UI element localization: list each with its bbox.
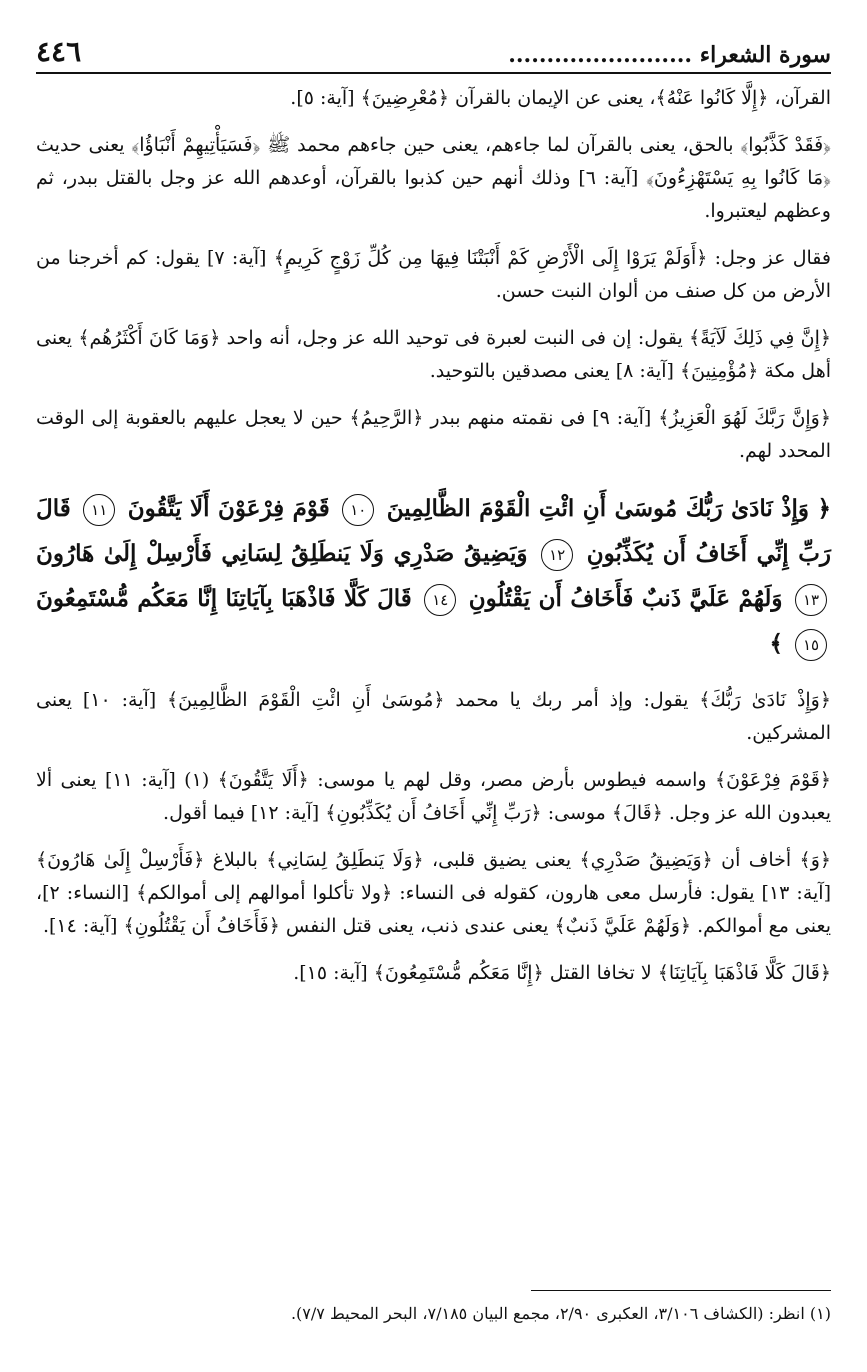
verse-number-marker: ١٠ [342,494,374,526]
verse-text: وَإِذْ نَادَىٰ رَبُّكَ مُوسَىٰ أَنِ ائْتِ الْقَوْمَ الظَّالِمِينَ [386,495,809,522]
verse-text: وَيَضِيقُ صَدْرِي وَلَا يَنطَلِقُ لِسَانِي فَأَرْسِلْ إِلَىٰ هَارُونَ [36,540,528,567]
verse-number-marker: ١٣ [795,584,827,616]
verse-number-marker: ١٤ [424,584,456,616]
page-number: ٤٤٦ [36,35,82,68]
verse-number-marker: ١٥ [795,629,827,661]
paragraph-8: ﴿وَ﴾ أخاف أن ﴿وَيَضِيقُ صَدْرِي﴾ يعنى يضيق قلبى، ﴿وَلَا يَنطَلِقُ لِسَانِي﴾ بالبلاغ ﴿فَأَرْسِلْ إِلَىٰ هَارُونَ﴾ [آية: ١٣] يقول: فأرسل معى هارون، كقوله فى النساء: ﴿ولا تأكلوا أموالهم إلى أموالكم﴾ [النساء: ٢]، يعنى مع أموالكم. ﴿وَلَهُمْ عَلَيَّ ذَنبٌ﴾ يعنى عندى ذنب، يعنى قتل النفس ﴿فَأَخَافُ أَن يَقْتُلُونِ﴾ [آية: ١٤]. [36,849,832,937]
page-header [36,30,831,74]
quran-verses-block [36,486,831,666]
ornate-bracket-close: ﴾ [769,630,783,657]
paragraph-3: فقال عز وجل: ﴿أَوَلَمْ يَرَوْا إِلَى الْأَرْضِ كَمْ أَنْبَتْنَا فِيهَا مِن كُلِّ زَوْجٍ كَرِيمٍ﴾ [آية: ٧] يقول: كم أخرجنا من الأرض من كل صنف من ألوان النبت حسن. [36,247,831,302]
page-body [36,82,831,1004]
paragraph-7: ﴿قَوْمَ فِرْعَوْنَ﴾ واسمه فيطوس بأرض مصر، وقل لهم يا موسى: ﴿أَلَا يَتَّقُونَ﴾ (١) [آية: ١١] يعنى ألا يعبدون الله عز وجل. ﴿قَالَ﴾ موسى: ﴿رَبِّ إِنِّي أَخَافُ أَن يُكَذِّبُونِ﴾ [آية: ١٢] فيما أقول. [36,769,831,824]
verse-number-marker: ١٢ [541,539,573,571]
paragraph-1: القرآن، ﴿إِلَّا كَانُوا عَنْهُ﴾، يعنى عن الإيمان بالقرآن ﴿مُعْرِضِينَ﴾ [آية: ٥]. [290,87,831,109]
verse-number-marker: ١١ [83,494,115,526]
verse-text: وَلَهُمْ عَلَيَّ ذَنبٌ فَأَخَافُ أَن يَقْتُلُونِ [468,585,783,612]
verse-text: قَالَ رَبِّ إِنِّي أَخَافُ أَن يُكَذِّبُونِ [36,495,831,567]
running-title [508,42,831,68]
footnote-divider [531,1290,831,1291]
leader-dots: ........................ [508,42,693,68]
verse-text: قَالَ كَلَّا فَاذْهَبَا بِآيَاتِنَا إِنَّا مَعَكُم مُّسْتَمِعُونَ [36,585,412,612]
footnote: (١) انظر: (الكشاف ٣/١٠٦، العكبرى ٢/٩٠، مجمع البيان ٧/١٨٥، البحر المحيط ٧/٧). [290,1304,831,1323]
paragraph-9: ﴿قَالَ كَلَّا فَاذْهَبَا بِآيَاتِنَا﴾ لا تخافا القتل ﴿إِنَّا مَعَكُم مُّسْتَمِعُونَ﴾ [آية: ١٥]. [293,962,831,984]
paragraph-2: ﴿فَقَدْ كَذَّبُوا﴾ بالحق، يعنى بالقرآن لما جاءهم، يعنى حين جاءهم محمد ﷺ ﴿فَسَيَأْتِيهِمْ أَنْبَاؤُا﴾ يعنى حديث ﴿مَا كَانُوا بِهِ يَسْتَهْزِءُونَ﴾ [آية: ٦] وذلك أنهم حين كذبوا بالقرآن، أوعدهم الله عز وجل بالقتل ببدر، ثم وعظهم ليعتبروا. [36,134,831,222]
paragraph-6: ﴿وَإِذْ نَادَىٰ رَبُّكَ﴾ يقول: وإذ أمر ربك يا محمد ﴿مُوسَىٰ أَنِ ائْتِ الْقَوْمَ الظَّالِمِينَ﴾ [آية: ١٠] يعنى المشركين. [36,689,831,744]
verse-text: قَوْمَ فِرْعَوْنَ أَلَا يَتَّقُونَ [127,495,330,522]
ornate-bracket-open: ﴿ [817,495,831,522]
sura-name: سورة الشعراء [699,42,831,68]
paragraph-4: ﴿إِنَّ فِي ذَلِكَ لَآيَةً﴾ يقول: إن فى النبت لعبرة فى توحيد الله عز وجل، أنه واحد ﴿وَمَا كَانَ أَكْثَرُهُم﴾ يعنى أهل مكة ﴿مُؤْمِنِينَ﴾ [آية: ٨] يعنى مصدقين بالتوحيد. [36,327,831,382]
paragraph-5: ﴿وَإِنَّ رَبَّكَ لَهُوَ الْعَزِيزُ﴾ [آية: ٩] فى نقمته منهم ببدر ﴿الرَّحِيمُ﴾ حين لا يعجل عليهم بالعقوبة إلى الوقت المحدد لهم. [36,407,831,462]
